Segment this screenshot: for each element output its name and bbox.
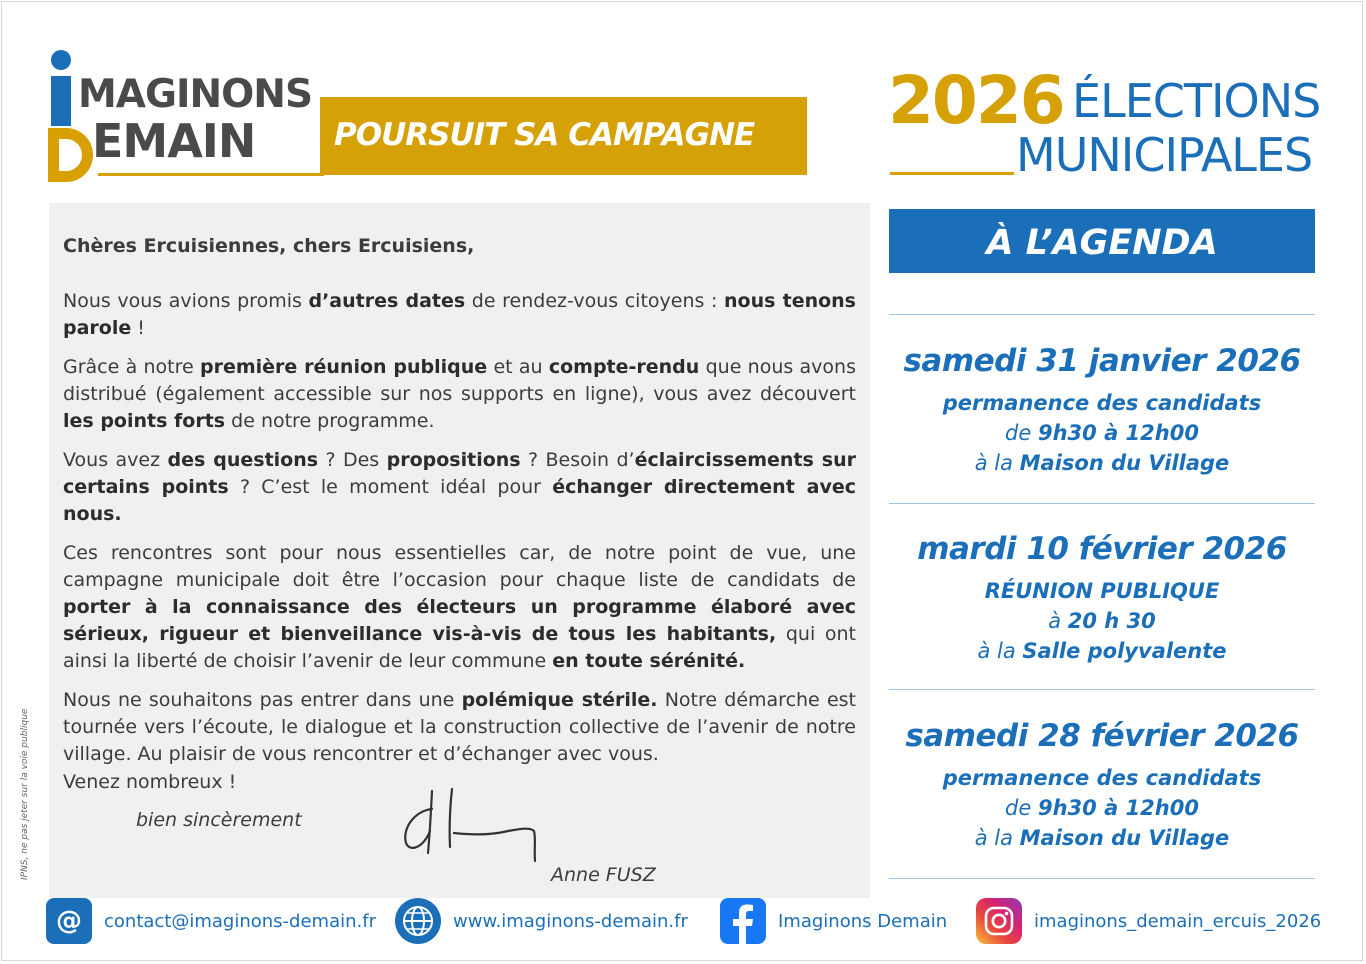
- globe-icon: [395, 898, 441, 944]
- ipns-note: IPNS, ne pas jeter sur la voie publique: [20, 708, 30, 880]
- event-time: à 20 h 30: [1048, 609, 1156, 633]
- letter-paragraph: Nous ne souhaitons pas entrer dans une polémique stérile. Notre démarche est tournée vers l’écoute, le dialogue et la construction collective de l’avenir de notre village. Au plaisir de vous rencontrer et d’échanger avec vous.: [63, 689, 856, 765]
- event-time: de 9h30 à 12h00: [1005, 796, 1199, 820]
- letter-body: [63, 233, 856, 780]
- agenda-event: [889, 343, 1315, 475]
- footer-instagram[interactable]: [976, 896, 1321, 946]
- event-time: de 9h30 à 12h00: [1005, 421, 1199, 445]
- title-line1: ÉLECTIONS: [1072, 74, 1321, 128]
- letter-sincerely: bien sincèrement: [136, 809, 302, 831]
- logo-line2: EMAIN: [92, 114, 256, 168]
- logo-i-stem: [51, 76, 71, 126]
- instagram-icon: [976, 898, 1022, 944]
- event-date: samedi 28 février 2026: [905, 718, 1299, 754]
- agenda-heading: À L’AGENDA: [986, 223, 1218, 263]
- footer-website[interactable]: [395, 896, 688, 946]
- title-underline: [890, 172, 1014, 175]
- logo-underline: [98, 173, 324, 176]
- event-title: permanence des candidats: [942, 766, 1262, 790]
- event-place: à la Maison du Village: [974, 451, 1230, 475]
- event-place: à la Maison du Village: [974, 826, 1230, 850]
- letter-panel: [49, 203, 870, 898]
- letter-paragraph: Vous avez des questions ? Des propositions ? Besoin d’éclaircissements sur certains points ? C’est le moment idéal pour échanger directement avec nous.: [63, 449, 857, 525]
- title-line2: MUNICIPALES: [1016, 128, 1313, 182]
- event-title: RÉUNION PUBLIQUE: [984, 579, 1220, 603]
- campaign-banner-text: POURSUIT SA CAMPAGNE: [334, 117, 755, 153]
- logo-d-shape: [48, 128, 93, 182]
- event-title: permanence des candidats: [942, 391, 1262, 415]
- letter-paragraph: Grâce à notre première réunion publique et au compte-rendu que nous avons distribué (également accessible sur nos supports en ligne), vous avez découvert les points forts de notre programme.: [63, 356, 856, 432]
- agenda-separator: [889, 689, 1315, 690]
- footer-facebook[interactable]: [720, 896, 947, 946]
- agenda-separator: [889, 314, 1315, 315]
- letter-signer: Anne FUSZ: [551, 864, 656, 886]
- logo-line1: MAGINONS: [78, 72, 313, 117]
- footer-facebook-label: Imaginons Demain: [778, 910, 948, 932]
- logo: [48, 50, 313, 185]
- agenda-separator: [889, 878, 1315, 879]
- footer-website-label: www.imaginons-demain.fr: [453, 910, 688, 932]
- agenda-event: [889, 718, 1315, 850]
- event-date: mardi 10 février 2026: [917, 531, 1287, 567]
- event-date: samedi 31 janvier 2026: [903, 343, 1301, 379]
- campaign-banner: [320, 97, 807, 175]
- letter-closing: Venez nombreux !: [63, 771, 237, 793]
- letter-greeting: Chères Ercuisiennes, chers Ercuisiens,: [63, 235, 475, 257]
- logo-i-dot: [51, 50, 71, 70]
- title-year: 2026: [888, 62, 1064, 139]
- footer-instagram-label: imaginons_demain_ercuis_2026: [1034, 910, 1322, 932]
- at-icon: @: [46, 898, 92, 944]
- event-place: à la Salle polyvalente: [977, 639, 1227, 663]
- agenda-event: [889, 531, 1315, 663]
- agenda-header: [889, 209, 1315, 273]
- agenda-separator: [889, 503, 1315, 504]
- footer-email[interactable]: [46, 896, 376, 946]
- letter-paragraph: Ces rencontres sont pour nous essentielles car, de notre point de vue, une campagne municipale doit être l’occasion pour chaque liste de candidats de porter à la connaissance des électeurs un programme élaboré avec sérieux, rigueur et bienveillance vis-à-vis de tous les habitants, qui ont ainsi la liberté de choisir l’avenir de leur commune en toute sérénité.: [63, 542, 857, 672]
- facebook-icon: [720, 898, 766, 944]
- letter-paragraph: Nous vous avions promis d’autres dates de rendez-vous citoyens : nous tenons parole !: [63, 290, 856, 339]
- footer-email-label: contact@imaginons-demain.fr: [104, 910, 376, 932]
- signature-image: [394, 781, 564, 866]
